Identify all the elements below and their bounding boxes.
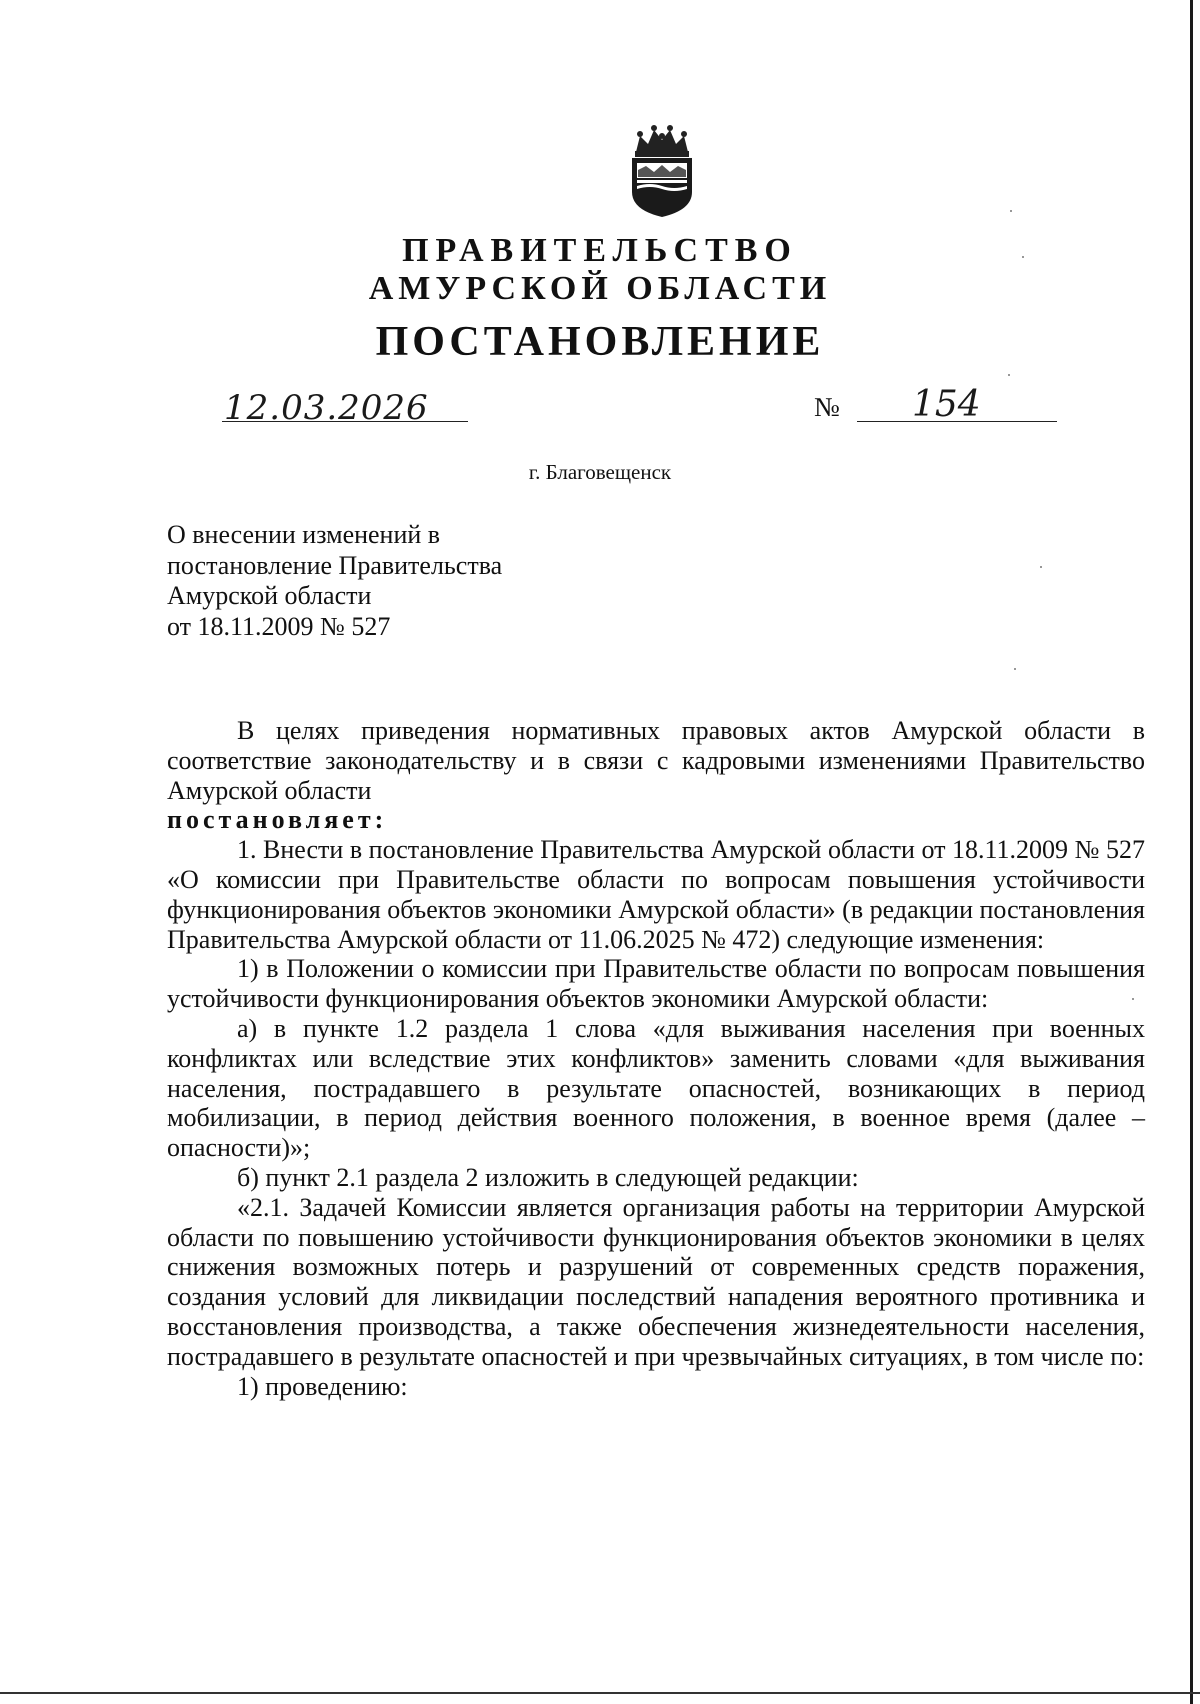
scan-speck xyxy=(1008,374,1010,376)
decree-date: 12.03.2026 xyxy=(224,388,429,428)
region-title: АМУРСКОЙ ОБЛАСТИ xyxy=(368,270,832,307)
government-title: ПРАВИТЕЛЬСТВО xyxy=(402,232,798,269)
decree-body xyxy=(167,716,1145,1401)
body-paragraph: б) пункт 2.1 раздела 2 изложить в следующей редакции: xyxy=(237,1162,859,1192)
subject-line: Амурской области xyxy=(167,581,372,610)
number-label: № xyxy=(814,392,840,422)
number-underline xyxy=(857,421,1057,422)
subject-line: постановление Правительства xyxy=(167,550,503,580)
scan-speck xyxy=(1010,210,1012,212)
scan-speck xyxy=(1014,668,1016,670)
scan-speck xyxy=(1022,256,1024,258)
body-paragraph: 1) в Положении о комиссии при Правительстве области по вопросам повышения устойчивости функционирования объектов экономики Амурской области: xyxy=(167,954,1145,1014)
subject-line: от 18.11.2009 № 527 xyxy=(167,611,391,641)
body-paragraph: а) в пункте 1.2 раздела 1 слова «для выживания населения при военных конфликтах или вследствие этих конфликтов» заменить словами «для выживания населения, пострадавшего в результате опасностей, возникающих в период мобилизации, в период действия военного положения, в военное время (далее – опасности)»; xyxy=(167,1013,1145,1163)
body-paragraph: 1) проведению: xyxy=(237,1371,408,1401)
city: г. Благовещенск xyxy=(528,460,672,484)
decree-word: постановляет: xyxy=(167,805,388,835)
body-paragraph: «2.1. Задачей Комиссии является организация работы на территории Амурской области по повышению устойчивости функционирования объектов экономики в целях снижения возможных потерь и разрушений от современных средств поражения, создания условий для ликвидации последствий нападения вероятного противника и восстановления производства, а также обеспечения жизнедеятельности населения, пострадавшего в результате опасностей и при чрезвычайных ситуациях, в том числе по: xyxy=(167,1192,1145,1371)
document-type: ПОСТАНОВЛЕНИЕ xyxy=(375,319,825,365)
scan-speck xyxy=(1132,998,1134,1000)
scan-speck xyxy=(1040,566,1042,568)
date-underline xyxy=(222,421,468,422)
preamble-paragraph: В целях приведения нормативных правовых актов Амурской области в соответствие законодательству и в связи с кадровыми изменениями Правительство Амурской области xyxy=(167,716,1145,805)
page-edge-bottom xyxy=(0,1692,1200,1694)
decree-subject xyxy=(167,520,502,642)
coat-of-arms-icon xyxy=(626,122,698,218)
body-paragraph: 1. Внести в постановление Правительства Амурской области от 18.11.2009 № 527 «О комиссии при Правительстве области по вопросам повышения устойчивости функционирования объектов экономики Амурской области» (в редакции постановления Правительства Амурской области от 11.06.2025 № 472) следующие изменения: xyxy=(167,835,1145,954)
decree-number: 154 xyxy=(912,384,981,425)
subject-line: О внесении изменений в xyxy=(167,520,441,549)
